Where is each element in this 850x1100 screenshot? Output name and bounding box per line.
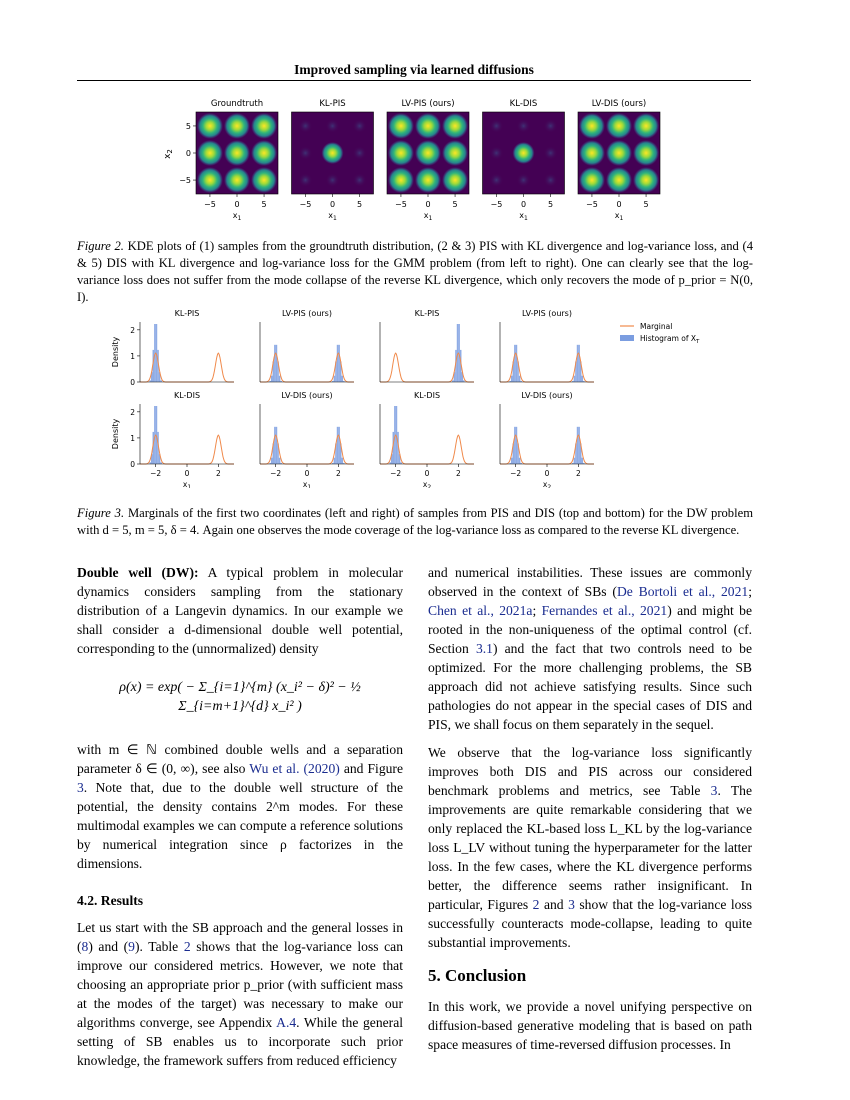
fig2-xtick-label: −5 <box>395 200 407 209</box>
fig3-xtick-label: −2 <box>270 469 282 478</box>
fig2-mode <box>415 167 441 193</box>
fig3-xtick-label: 0 <box>424 469 430 478</box>
fig3-legend-hist-label: Histogram of $X_T$ <box>640 334 700 345</box>
fig2-ytick-label: 5 <box>185 121 191 131</box>
fig2-mode <box>388 167 414 193</box>
fig3-hist-bar <box>274 345 276 382</box>
fig2-faint-mode <box>489 119 503 133</box>
fig2-panel-title: LV-PIS (ours) <box>401 99 455 109</box>
fig2-panel-title: KL-PIS <box>319 99 346 109</box>
fig2-faint-mode <box>326 119 340 133</box>
figure-2-caption: Figure 2. KDE plots of (1) samples from the groundtruth distribution, (2 & 3) PIS with KL divergence and log-variance loss, and (4 & 5) DIS with KL divergence and log-variance loss for the GMM problem (from left to right). One can clearly see that the log-variance loss does not suffer from the mode collapse of the reverse KL divergence, which only recovers the mode of p_prior = N(0, I). <box>77 239 754 304</box>
fig3-hist-bar <box>516 345 518 382</box>
fig3-hist-bar <box>341 458 343 464</box>
fig2-xtick-label: 0 <box>234 200 240 209</box>
fig2-xtick-label: −5 <box>299 200 312 209</box>
fig3-hist-bar <box>271 458 273 464</box>
fig3-xlabel: $x_1$ <box>182 480 192 488</box>
fig2-mode <box>442 113 468 139</box>
fig2-faint-mode <box>353 146 367 160</box>
fig3-hist-bar <box>511 376 513 382</box>
fig3-hist-bar <box>279 376 281 382</box>
fig2-xtick-label: 5 <box>643 200 649 209</box>
fig3-panel-title: LV-DIS (ours) <box>521 391 573 400</box>
fig3-xtick-label: 0 <box>304 469 310 478</box>
fig3-hist-bar <box>581 458 583 464</box>
fig2-mode <box>197 140 223 166</box>
fig3-xtick-label: 0 <box>544 469 550 478</box>
fig3-hist-bar <box>338 345 340 382</box>
fig2-panel-title: Groundtruth <box>210 99 264 109</box>
fig3-panel-title: KL-DIS <box>413 391 441 400</box>
fig3-panel-title: LV-DIS (ours) <box>281 391 333 400</box>
fig3-hist-bar <box>577 345 579 382</box>
fig3-hist-bar <box>574 458 576 464</box>
fig2-mode <box>579 113 605 139</box>
fig3-xlabel: $x_2$ <box>422 480 432 488</box>
fig2-xtick-label: 5 <box>548 200 554 209</box>
fig3-hist-bar <box>276 345 278 382</box>
fig3-xtick-label: 2 <box>335 469 341 478</box>
sb-paragraph: and numerical instabilities. These issues are commonly observed in the context of SBs (De Bortoli et al., 2021; Chen et al., 2021a; Fernandes et al., 2021) and might be rooted in the non-uniqueness of the optimal control (cf. Section 3.1) and the fact that two controls need to be optimized. For the more challenging problems, the SB approach did not achieve satisfying results. Since such pathologies do not appear in the special cases of DIS and PIS, we shall focus on them separately in the sequel. <box>428 565 753 732</box>
fig2-ylabel: $x_2$ <box>163 149 174 159</box>
ref-eq-8[interactable]: 8 <box>81 939 89 954</box>
fig3-panel-title: KL-PIS <box>414 309 440 318</box>
fig2-xlabel: $x_1$ <box>519 211 528 222</box>
fig3-ytick-label: 2 <box>130 325 135 335</box>
right-column <box>428 563 752 1063</box>
cite-wu-2020[interactable]: Wu et al. (2020) <box>249 761 340 776</box>
fig2-faint-mode <box>517 119 531 133</box>
fig3-hist-bar <box>271 376 273 382</box>
ref-section-3-1[interactable]: 3.1 <box>475 641 493 656</box>
fig3-legend-hist-swatch <box>620 335 634 341</box>
ref-table-2[interactable]: 2 <box>183 939 191 954</box>
fig2-faint-mode <box>517 173 531 187</box>
fig2-mode <box>224 140 250 166</box>
ref-eq-9[interactable]: 9 <box>128 939 135 954</box>
fig2-xtick-label: −5 <box>490 200 503 209</box>
fig2-xtick-label: −5 <box>586 200 598 209</box>
fig3-hist-bar <box>276 427 278 464</box>
fig3-hist-bar <box>511 458 513 464</box>
fig2-mode <box>415 140 441 166</box>
fig3-hist-bar <box>341 376 343 382</box>
fig2-mode <box>579 167 605 193</box>
cite-debortoli-2021[interactable]: De Bortoli et al., 2021 <box>616 584 749 599</box>
fig2-mode <box>415 113 441 139</box>
fig3-xtick-label: 2 <box>575 469 581 478</box>
fig3-panel-title: KL-PIS <box>174 309 200 318</box>
fig2-mode <box>633 140 659 166</box>
fig3-panel-title: LV-PIS (ours) <box>282 309 332 318</box>
figure-3-caption: Figure 3. Marginals of the first two coordinates (left and right) of samples from PIS and DIS (top and bottom) for the DW problem with d = 5, m = 5, δ = 4. Again one observes the mode coverage of the log-variance loss as compared to the reverse KL divergence. <box>77 506 753 537</box>
results-paragraph: Let us start with the SB approach and the general losses in (8) and (9). Table 2 shows that the log-variance loss can improve our considered metrics. However, we note that choosing an appropriate prior p_prior (with sufficient mass at the modes of the target) was necessary to make our algorithms converge, see Appendix A.4. While the general setting of SB enables us to incorporate such prior knowledge, the framework suffers from reduced efficiency <box>77 920 404 1068</box>
fig3-hist-bar <box>574 376 576 382</box>
fig2-mode <box>251 167 277 193</box>
fig2-mode <box>322 142 344 164</box>
fig2-mode <box>224 167 250 193</box>
fig2-xtick-label: 5 <box>357 200 363 209</box>
fig2-mode <box>442 167 468 193</box>
fig2-mode <box>197 167 223 193</box>
section-5-title: 5. Conclusion <box>428 966 527 985</box>
fig3-xtick-label: −2 <box>390 469 402 478</box>
fig2-mode <box>197 113 223 139</box>
dw-after-equation: with m ∈ ℕ combined double wells and a separation parameter δ ∈ (0, ∞), see also Wu et al. (2020) and Figure 3. Note that, due to the double well structure of the potential, the density contains 2^m modes. For these multimodal examples we can compute a reference solutions by numerical integration since ρ factorizes in the dimensions. <box>77 742 403 871</box>
fig2-mode <box>251 140 277 166</box>
fig2-xlabel: $x_1$ <box>614 211 624 222</box>
fig3-hist-bar <box>578 345 580 382</box>
fig2-xtick-label: 5 <box>452 200 458 209</box>
figure-2-kde-plots <box>150 92 690 222</box>
fig3-hist-bar <box>338 427 340 464</box>
fig2-panel-title: KL-DIS <box>509 99 538 109</box>
fig2-faint-mode <box>353 119 367 133</box>
fig2-mode <box>388 140 414 166</box>
fig2-faint-mode <box>489 173 503 187</box>
fig3-ytick-label: 1 <box>130 351 135 361</box>
fig2-mode <box>606 140 632 166</box>
ref-figure-3b[interactable]: 3 <box>568 897 575 912</box>
fig3-ytick-label: 2 <box>130 407 135 417</box>
fig3-ytick-label: 0 <box>130 378 135 387</box>
ref-table-3[interactable]: 3 <box>710 783 718 798</box>
ref-figure-2[interactable]: 2 <box>532 897 540 912</box>
fig2-xtick-label: 5 <box>261 200 267 209</box>
fig2-mode <box>251 113 277 139</box>
density-equation: ρ(x) = exp( − Σ_{i=1}^{m} (x_i² − δ)² − ½ Σ_{i=m+1}^{d} x_i² ) <box>119 680 361 714</box>
fig3-hist-bar <box>279 458 281 464</box>
fig2-xtick-label: 0 <box>616 200 622 209</box>
fig2-mode <box>224 113 250 139</box>
fig2-faint-mode <box>326 173 340 187</box>
fig3-ytick-label: 0 <box>130 460 135 469</box>
header-rule <box>77 80 751 81</box>
fig2-faint-mode <box>353 173 367 187</box>
fig3-hist-bar <box>334 458 336 464</box>
fig3-ylabel: Density <box>111 418 120 450</box>
fig2-mode <box>606 113 632 139</box>
fig3-hist-bar <box>337 345 339 382</box>
fig2-panel-title: LV-DIS (ours) <box>591 99 647 109</box>
fig2-faint-mode <box>298 119 312 133</box>
fig3-hist-bar <box>334 376 336 382</box>
cite-chen-2021a[interactable]: Chen et al., 2021a <box>428 603 533 618</box>
fig2-mode <box>388 113 414 139</box>
ref-figure-3[interactable]: 3 <box>77 780 84 795</box>
fig3-xtick-label: 0 <box>184 469 190 478</box>
fig3-xtick-label: 2 <box>455 469 461 478</box>
fig3-hist-bar <box>337 427 339 464</box>
fig2-xtick-label: 0 <box>329 200 336 209</box>
fig3-hist-bar <box>577 427 579 464</box>
fig3-legend-marginal-label: Marginal <box>640 322 673 331</box>
fig2-mode <box>579 140 605 166</box>
fig2-faint-mode <box>544 146 558 160</box>
fig2-ytick-label: 0 <box>185 149 191 158</box>
fig3-xlabel: $x_1$ <box>302 480 312 488</box>
section-4-2-title: 4.2. Results <box>77 893 144 908</box>
fig2-faint-mode <box>489 146 503 160</box>
fig3-ylabel: Density <box>111 336 120 368</box>
conclusion-paragraph: In this work, we provide a novel unifying perspective on diffusion-based generative modeling that is based on path space measures of time-reversed diffusion processes. In <box>428 999 752 1052</box>
fig3-ytick-label: 1 <box>130 433 135 443</box>
cite-fernandes-2021[interactable]: Fernandes et al., 2021 <box>541 603 668 618</box>
fig2-xtick-label: 0 <box>520 200 527 209</box>
fig3-hist-bar <box>581 376 583 382</box>
fig3-hist-bar <box>514 427 516 464</box>
fig3-xtick-label: −2 <box>150 469 162 478</box>
fig3-hist-bar <box>514 345 516 382</box>
left-column <box>77 563 403 1079</box>
fig3-hist-bar <box>519 376 521 382</box>
fig3-panel-title: LV-PIS (ours) <box>522 309 572 318</box>
fig2-mode <box>633 167 659 193</box>
fig2-faint-mode <box>298 173 312 187</box>
fig2-xtick-label: 0 <box>425 200 431 209</box>
ref-appendix-a4[interactable]: A.4 <box>276 1015 297 1030</box>
fig2-faint-mode <box>544 119 558 133</box>
running-header: Improved sampling via learned diffusions <box>294 62 534 77</box>
fig2-xlabel: $x_1$ <box>328 211 337 222</box>
fig2-mode <box>442 140 468 166</box>
fig2-xtick-label: −5 <box>204 200 216 209</box>
fig2-ytick-label: −5 <box>179 176 191 186</box>
fig3-hist-bar <box>274 427 276 464</box>
fig3-xtick-label: −2 <box>510 469 522 478</box>
fig3-hist-bar <box>516 427 518 464</box>
fig3-xlabel: $x_2$ <box>542 480 552 488</box>
figure-3-marginals <box>108 298 748 488</box>
fig2-faint-mode <box>298 146 312 160</box>
fig2-xlabel: $x_1$ <box>232 211 242 222</box>
fig2-faint-mode <box>544 173 558 187</box>
fig3-hist-bar <box>578 427 580 464</box>
lv-paragraph: We observe that the log-variance loss significantly improves both DIS and PIS across our considered benchmark problems and metrics, see Table 3. The improvements are quite remarkable considering that we only replaced the KL-based loss L_KL by the log-variance loss L_LV without tuning the hyperparameter for the latter loss. In the few cases, where the KL divergence performs better, the difference seems rather insignificant. In particular, Figures 2 and 3 show that the log-variance loss successfully counteracts mode-collapse, leading to quite substantial improvements. <box>428 745 753 950</box>
fig2-mode <box>513 142 535 164</box>
fig3-hist-bar <box>519 458 521 464</box>
fig3-xtick-label: 2 <box>215 469 221 478</box>
fig2-mode <box>606 167 632 193</box>
fig2-mode <box>633 113 659 139</box>
fig3-panel-title: KL-DIS <box>173 391 201 400</box>
dw-paragraph: Double well (DW): A typical problem in molecular dynamics considers sampling from the stationary distribution of a Langevin dynamics. In our example we shall consider a d-dimensional double well potential, corresponding to the (unnormalized) density <box>77 565 403 656</box>
fig2-xlabel: $x_1$ <box>423 211 433 222</box>
